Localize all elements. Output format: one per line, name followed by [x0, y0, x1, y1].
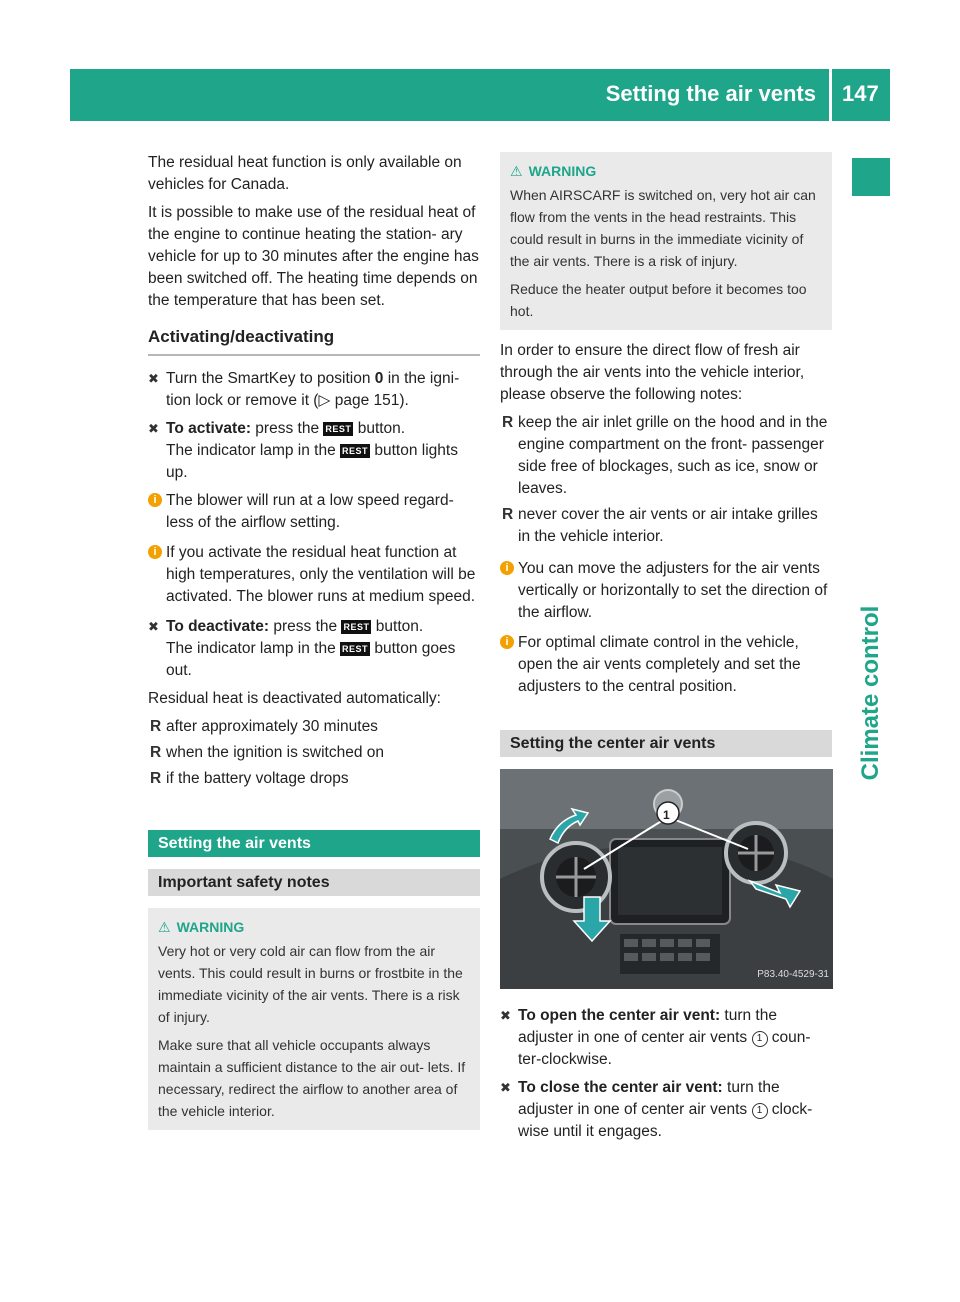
step-text: button.: [371, 618, 424, 635]
step-text: Turn the SmartKey to position: [166, 370, 375, 387]
figure-callout: 1: [663, 808, 670, 822]
warning-box: [500, 152, 832, 330]
warning-heading: [158, 916, 470, 938]
side-tab-label: Climate control: [857, 605, 884, 781]
step-deactivate: [148, 616, 480, 682]
section-heading-safety-notes: Important safety notes: [148, 869, 480, 896]
warning-triangle-icon: ⚠: [510, 163, 523, 179]
step-label: To deactivate:: [166, 618, 270, 635]
dashboard-illustration: [500, 769, 833, 989]
rest-button-icon: REST: [342, 644, 369, 654]
warning-text: Reduce the heater output before it becomes too hot.: [510, 281, 807, 319]
list-item: [148, 742, 480, 764]
header-title: Setting the air vents: [605, 81, 816, 106]
figure-code: P83.40-4529-31: [757, 969, 829, 980]
step-text: turn the adjuster in one of center air vents: [518, 1079, 780, 1118]
side-tab-marker: [852, 158, 890, 196]
warning-text: When AIRSCARF is switched on, very hot air can flow from the vents in the head restraints. This could result in burns in the immediate vicinity of the air vents. There is a risk of injury.: [510, 187, 816, 269]
warning-heading: [510, 160, 822, 182]
info-text: The blower will run at a low speed regard- less of the airflow setting.: [166, 492, 454, 531]
rest-button-icon: REST: [342, 446, 369, 456]
step-label: To activate:: [166, 420, 251, 437]
warning-box: [148, 908, 480, 1130]
step-text: press the: [269, 618, 342, 635]
intro-paragraph-2: It is possible to make use of the residual heat of the engine to continue heating the station- ary vehicle for up to 30 minutes after the engine has been switched off. The heating time depends on the temperature that has been set.: [148, 204, 479, 309]
center-vents-photo: [500, 769, 833, 989]
step-text: ).: [399, 392, 409, 409]
step-text: in the igni- tion lock or remove it (: [166, 370, 460, 409]
header-bar: [70, 69, 890, 121]
page-number: 147: [842, 81, 879, 106]
callout-icon: 1: [752, 1103, 768, 1119]
position-value: 0: [374, 370, 384, 387]
ref-arrow-icon: ▷: [318, 392, 331, 409]
side-tab: [852, 123, 890, 1181]
step-activate: [148, 418, 480, 484]
step-arrow-icon: ✖: [148, 619, 159, 634]
info-icon: i: [148, 545, 162, 559]
warning-text: Very hot or very cold air can flow from the air vents. This could result in burns or frostbite in the immediate vicinity of the air vents. There is a risk of injury.: [158, 943, 463, 1025]
warning-label: WARNING: [176, 919, 245, 935]
step-result: The indicator lamp in the: [166, 442, 341, 459]
step-text: coun- ter-clockwise.: [518, 1029, 811, 1068]
header-divider: [829, 69, 832, 121]
auto-deactivation-intro: Residual heat is deactivated automatically:: [148, 690, 441, 707]
bullet-icon: R: [150, 770, 162, 787]
step-arrow-icon: ✖: [148, 371, 159, 386]
rest-button-icon: REST: [325, 424, 352, 434]
info-icon: i: [148, 493, 162, 507]
activating-heading: Activating/deactivating: [148, 326, 480, 356]
info-note-2: [148, 542, 480, 608]
info-note-2: [500, 632, 832, 698]
info-note-1: [500, 558, 832, 624]
list-item: [148, 716, 480, 738]
step-close-center-vent: [500, 1077, 832, 1143]
step-open-center-vent: [500, 1005, 832, 1071]
section-heading-center-vents: Setting the center air vents: [500, 730, 832, 757]
step-result: button lights up.: [166, 442, 458, 481]
info-icon: i: [500, 635, 514, 649]
rest-button-icon: REST: [343, 622, 370, 632]
step-arrow-icon: ✖: [500, 1080, 511, 1095]
step-text: clock- wise until it engages.: [518, 1101, 813, 1140]
step-text: button.: [353, 420, 406, 437]
step-text: press the: [251, 420, 324, 437]
notes-intro: In order to ensure the direct flow of fresh air through the air vents into the vehicle interior, please observe the following notes:: [500, 342, 805, 403]
step-arrow-icon: ✖: [500, 1008, 511, 1023]
info-text: For optimal climate control in the vehicle, open the air vents completely and set the adjusters to the central position.: [518, 634, 801, 695]
list-item: [500, 504, 832, 548]
list-item-text: after approximately 30 minutes: [166, 718, 378, 735]
info-text: If you activate the residual heat function at high temperatures, only the ventilation will be activated. The blower runs at medium speed.: [166, 544, 476, 605]
intro-paragraph-1: The residual heat function is only available on vehicles for Canada.: [148, 154, 462, 193]
list-item-text: when the ignition is switched on: [166, 744, 384, 761]
page-reference-link[interactable]: page 151: [334, 392, 400, 409]
step-label: To close the center air vent:: [518, 1079, 723, 1096]
bullet-icon: R: [150, 718, 162, 735]
list-item-text: if the battery voltage drops: [166, 770, 349, 787]
right-column: [500, 152, 832, 1149]
left-column: [148, 152, 480, 1130]
bullet-icon: R: [502, 506, 514, 523]
callout-icon: 1: [752, 1031, 768, 1047]
warning-text: Make sure that all vehicle occupants always maintain a sufficient distance to the air out- lets. If necessary, redirect the airflow to another area of the vehicle interior.: [158, 1037, 466, 1119]
list-item-text: keep the air inlet grille on the hood and in the engine compartment on the front- passenger side free of blockages, such as ice, snow or leaves.: [518, 414, 828, 497]
step-text: turn the adjuster in one of center air vents: [518, 1007, 777, 1046]
list-item: [148, 768, 480, 790]
bullet-icon: R: [502, 414, 514, 431]
section-heading-air-vents: Setting the air vents: [148, 830, 480, 857]
step-result: button goes out.: [166, 640, 456, 679]
list-item-text: never cover the air vents or air intake grilles in the vehicle interior.: [518, 506, 818, 545]
info-text: You can move the adjusters for the air vents vertically or horizontally to set the direction of the airflow.: [518, 560, 828, 621]
bullet-icon: R: [150, 744, 162, 761]
warning-label: WARNING: [528, 163, 597, 179]
info-icon: i: [500, 561, 514, 575]
warning-triangle-icon: ⚠: [158, 919, 171, 935]
info-note-1: [148, 490, 480, 534]
step-turn-smartkey: [148, 368, 480, 412]
step-label: To open the center air vent:: [518, 1007, 721, 1024]
list-item: [500, 412, 832, 500]
step-result: The indicator lamp in the: [166, 640, 341, 657]
step-arrow-icon: ✖: [148, 421, 159, 436]
